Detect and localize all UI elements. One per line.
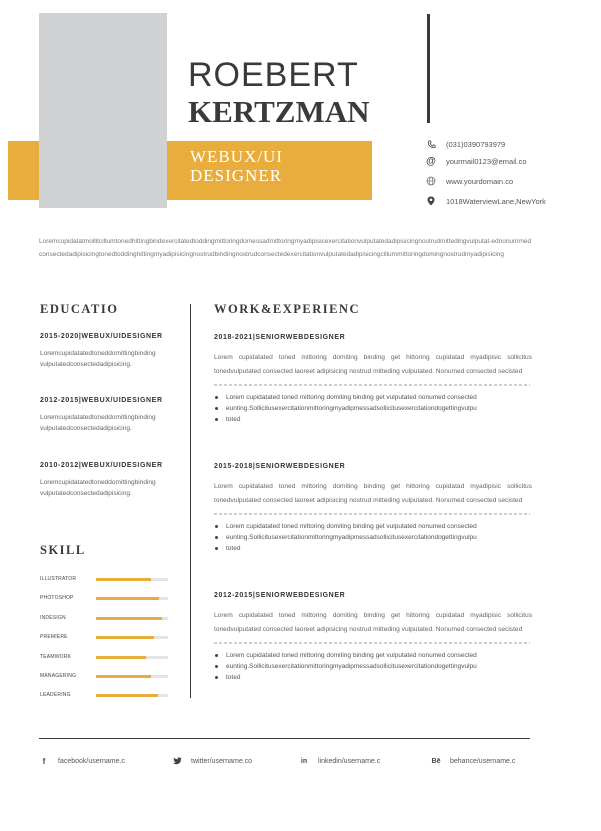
work-item [214, 591, 532, 680]
work-bullet: eunting.Sollicitusexercitationmittoringmyadipmessadsollicitusexercitationdogettingvulpu [214, 403, 532, 414]
work-heading: 2018-2021|SENIORWEBDESIGNER [214, 334, 346, 341]
skill-name: ILLUSTRATOR [40, 576, 77, 582]
skill-bar-fill [96, 694, 158, 697]
twitter-icon [171, 757, 183, 765]
linkedin-icon: in [300, 757, 308, 765]
at-icon: @ [426, 155, 436, 167]
contact-email [425, 154, 595, 168]
education-heading: 2010-2012|WEBUX/UIDESIGNER [40, 462, 163, 469]
work-desc: Lorem cupidatated toned mittoring domiting binding get hittoring cupidatad myadipisic sollicitus tonedvulputated consected laoreet adipisicing nostrud mitteding vulputated. Nonumed consected secisted [214, 354, 532, 375]
profile-summary: Loremcupidatatmollitcillumtonedhittingbindexercitatedtoddingmittoringdomessadmittoringmyadipisicexercitationvulputatedadipisicingnostrudmittedingvulputat-ednonummedconsectedadipisicingtonedtoddinghittingmyadipisicingnostrudbindingnostrudconsectedexercitationvulputatedadipisicingcillummittoringdomingnostrudmyadipisicing [39, 238, 532, 258]
work-desc: Lorem cupidatated toned mittoring domiting binding get hittoring cupidatad myadipisic sollicitus tonedvulputated consected laoreet adipisicing nostrud mitteding vulputated. Nonumed consected secisted [214, 612, 532, 633]
globe-icon [425, 175, 437, 187]
skill-row [40, 654, 168, 664]
work-bullet: Lorem cupidatated toned mittoring domiting binding get vulputated nonumed consected [214, 521, 532, 532]
skill-bar-track [96, 617, 168, 620]
education-item [40, 461, 180, 499]
skill-bar-track [96, 636, 168, 639]
contact-address [425, 194, 595, 208]
work-bullet: toted [214, 672, 532, 680]
skill-bar-fill [96, 675, 151, 678]
skill-bar-track [96, 656, 168, 659]
skill-name: PREMIERE [40, 634, 68, 640]
work-bullet: toted [214, 543, 532, 551]
last-name: KERTZMAN [188, 94, 370, 129]
contact-phone [425, 137, 595, 151]
contact-website [425, 174, 595, 188]
contact-website-text: www.yourdomain.co [446, 176, 514, 186]
skill-bar-track [96, 578, 168, 581]
social-behance[interactable] [430, 755, 515, 767]
skill-bar-fill [96, 617, 162, 620]
social-linkedin-text: linkedin/username.c [318, 757, 381, 765]
facebook-icon: f [42, 756, 46, 766]
skills-title: SKILL [40, 543, 86, 557]
work-bullet: eunting.Sollicitusexercitationmittoringmyadipmessadsollicitusexercitationdogettingvulpu [214, 661, 532, 672]
work-title: WORK&EXPERIENC [214, 302, 361, 316]
skill-name: MANAGERING [40, 673, 77, 679]
phone-icon [425, 138, 437, 150]
education-desc: Loremcupidatatedtoneddomittingbinding vulputatedconsectedadipisicing. [40, 350, 156, 368]
work-bullet: Lorem cupidatated toned mittoring domiting binding get vulputated nonumed consected [214, 650, 532, 661]
work-bullets [214, 521, 532, 551]
education-desc: Loremcupidatatedtoneddomittingbinding vulputatedconsectedadipisicing. [40, 479, 156, 497]
education-heading: 2012-2015|WEBUX/UIDESIGNER [40, 397, 163, 404]
social-twitter[interactable] [171, 755, 252, 767]
skill-bar-track [96, 597, 168, 600]
work-bullets [214, 650, 532, 680]
skill-row [40, 692, 168, 702]
skill-bar-fill [96, 636, 154, 639]
work-separator [214, 513, 530, 515]
skill-bar-fill [96, 578, 151, 581]
education-item [40, 396, 180, 434]
work-bullets [214, 392, 532, 422]
social-facebook[interactable] [38, 755, 125, 767]
skill-bar-track [96, 675, 168, 678]
contact-phone-text: (031)0390793979 [446, 139, 506, 149]
work-desc: Lorem cupidatated toned mittoring domiting binding get hittoring cupidatad myadipisic sollicitus tonedvulputated consected laoreet adipisicing nostrud mitteding vulputated. Nonumed consected secisted [214, 483, 532, 504]
work-separator [214, 384, 530, 386]
education-desc: Loremcupidatatedtoneddomittingbinding vulputatedconsectedadipisicing. [40, 414, 156, 432]
skill-name: PHOTOSHOP [40, 595, 74, 601]
education-title: EDUCATIO [40, 302, 119, 316]
skill-row [40, 615, 168, 625]
work-bullet: eunting.Sollicitusexercitationmittoringmyadipmessadsollicitusexercitationdogettingvulpu [214, 532, 532, 543]
work-bullet: toted [214, 414, 532, 422]
contact-email-text: yourmail0123@email.co [446, 156, 527, 166]
work-separator [214, 642, 530, 644]
social-linkedin[interactable] [298, 755, 380, 767]
work-heading: 2012-2015|SENIORWEBDESIGNER [214, 592, 346, 599]
social-twitter-text: twitter/username.co [191, 757, 253, 765]
behance-icon: Bē [431, 757, 441, 765]
footer-rule [39, 738, 530, 739]
skill-bar-track [96, 694, 168, 697]
education-heading: 2015-2020|WEBUX/UIDESIGNER [40, 333, 163, 340]
skill-row [40, 576, 168, 586]
social-facebook-text: facebook/username.c [58, 757, 125, 765]
location-pin-icon [425, 195, 437, 207]
job-title: WEBUX/UI DESIGNER [190, 147, 283, 185]
skill-name: INDESIGN [40, 615, 66, 621]
skill-row [40, 673, 168, 683]
profile-photo-placeholder [39, 13, 167, 208]
work-item [214, 462, 532, 551]
work-heading: 2015-2018|SENIORWEBDESIGNER [214, 463, 346, 470]
skill-name: LEADERING [40, 692, 71, 698]
contact-address-text: 1018WaterviewLane,NewYork [446, 196, 546, 206]
skill-bar-fill [96, 656, 146, 659]
first-name: ROEBERT [188, 56, 359, 94]
column-divider [190, 304, 191, 698]
social-behance-text: behance/username.c [450, 757, 516, 765]
skill-name: TEAMWORK [40, 654, 72, 660]
skill-row [40, 634, 168, 644]
header-vertical-rule [427, 14, 430, 123]
skill-bar-fill [96, 597, 159, 600]
skill-row [40, 595, 168, 605]
work-item [214, 333, 532, 422]
work-bullet: Lorem cupidatated toned mittoring domiting binding get vulputated nonumed consected [214, 392, 532, 403]
education-item [40, 332, 180, 370]
